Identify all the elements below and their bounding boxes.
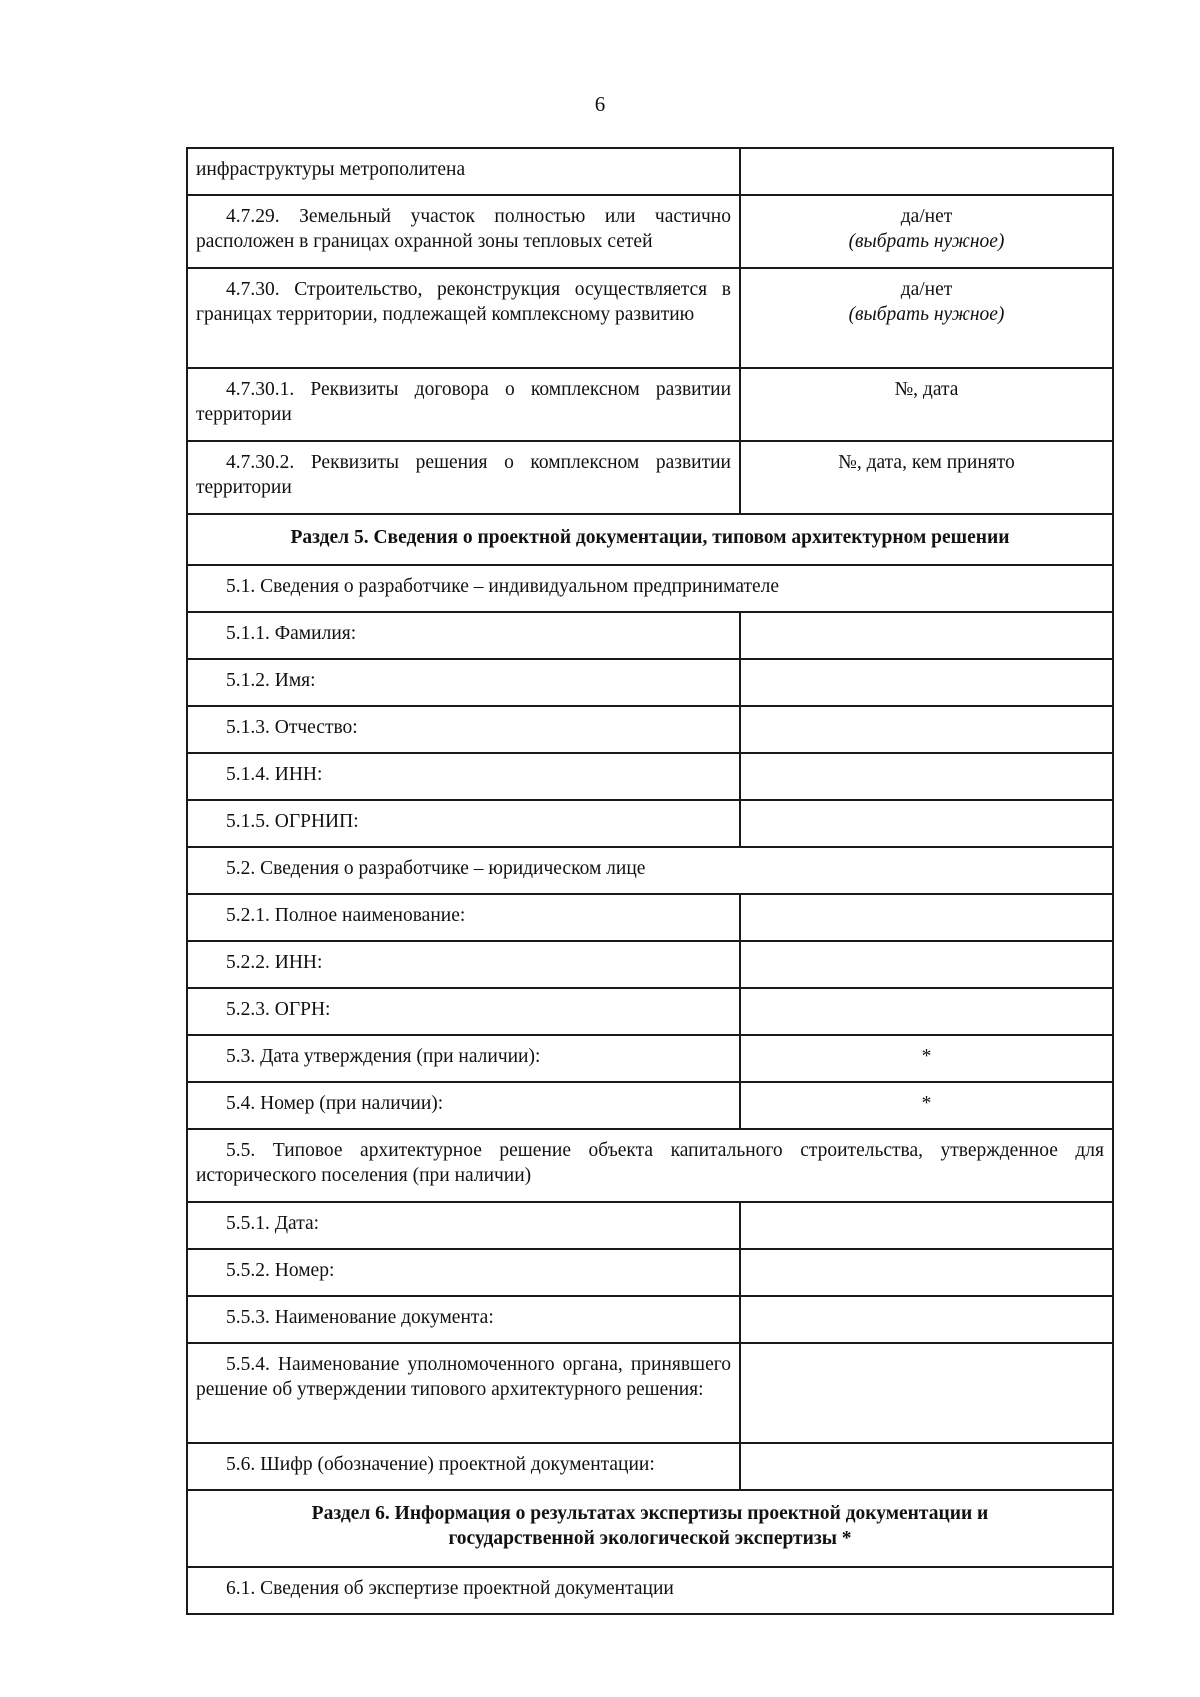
row-value-field[interactable] bbox=[740, 195, 1113, 268]
row-value-field[interactable] bbox=[740, 368, 1113, 441]
full-name-field[interactable] bbox=[740, 894, 1113, 941]
table-row bbox=[187, 800, 1113, 847]
table-row bbox=[187, 1343, 1113, 1443]
inn-field[interactable] bbox=[740, 753, 1113, 800]
subsection-row bbox=[187, 847, 1113, 894]
section-6-title-line-2: государственной экологической экспертизы * bbox=[448, 1528, 852, 1549]
table-row bbox=[187, 148, 1113, 195]
section-6-title bbox=[187, 1490, 1113, 1567]
subsection-6-1-title: 6.1. Сведения об экспертизе проектной документации bbox=[187, 1567, 1113, 1614]
surname-field[interactable] bbox=[740, 612, 1113, 659]
first-name-field[interactable] bbox=[740, 659, 1113, 706]
approval-date-field[interactable]: * bbox=[740, 1035, 1113, 1082]
date-field[interactable] bbox=[740, 1202, 1113, 1249]
section-5-title: Раздел 5. Сведения о проектной документации, типовом архитектурном решении bbox=[187, 514, 1113, 565]
number-field[interactable] bbox=[740, 1249, 1113, 1296]
row-label: 5.1.2. Имя: bbox=[187, 659, 740, 706]
table-row bbox=[187, 1296, 1113, 1343]
application-form-table bbox=[186, 147, 1114, 1615]
table-row bbox=[187, 1082, 1113, 1129]
table-row bbox=[187, 1202, 1113, 1249]
table-row bbox=[187, 1443, 1113, 1490]
table-row bbox=[187, 659, 1113, 706]
value-text: да/нет bbox=[900, 279, 953, 300]
table-row bbox=[187, 894, 1113, 941]
row-label: 5.1.3. Отчество: bbox=[187, 706, 740, 753]
row-label: 4.7.29. Земельный участок полностью или частично расположен в границах охранной зоны тепловых сетей bbox=[187, 195, 740, 268]
section-header-row bbox=[187, 514, 1113, 565]
row-label: 5.5.1. Дата: bbox=[187, 1202, 740, 1249]
row-label: 5.1.4. ИНН: bbox=[187, 753, 740, 800]
table-row bbox=[187, 368, 1113, 441]
table-row bbox=[187, 706, 1113, 753]
row-label: 4.7.30.2. Реквизиты решения о комплексном развитии территории bbox=[187, 441, 740, 514]
row-label: 5.2.3. ОГРН: bbox=[187, 988, 740, 1035]
document-name-field[interactable] bbox=[740, 1296, 1113, 1343]
row-label: 5.2.2. ИНН: bbox=[187, 941, 740, 988]
table-row bbox=[187, 1249, 1113, 1296]
row-label: 5.1.1. Фамилия: bbox=[187, 612, 740, 659]
row-label: 5.5.4. Наименование уполномоченного органа, принявшего решение об утверждении типового архитектурного решения: bbox=[187, 1343, 740, 1443]
value-hint: (выбрать нужное) bbox=[848, 304, 1005, 325]
table-row bbox=[187, 941, 1113, 988]
subsection-row bbox=[187, 1567, 1113, 1614]
subsection-5-5-title: 5.5. Типовое архитектурное решение объекта капитального строительства, утвержденное для исторического поселения (при наличии) bbox=[187, 1129, 1113, 1202]
row-label: 5.4. Номер (при наличии): bbox=[187, 1082, 740, 1129]
subsection-row bbox=[187, 1129, 1113, 1202]
inn-field[interactable] bbox=[740, 941, 1113, 988]
subsection-row bbox=[187, 565, 1113, 612]
row-label: 5.5.3. Наименование документа: bbox=[187, 1296, 740, 1343]
value-text: №, дата, кем принято bbox=[838, 452, 1015, 473]
section-6-title-line-1: Раздел 6. Информация о результатах экспертизы проектной документации и bbox=[311, 1503, 989, 1524]
row-label: 5.6. Шифр (обозначение) проектной документации: bbox=[187, 1443, 740, 1490]
project-code-field[interactable] bbox=[740, 1443, 1113, 1490]
table-row bbox=[187, 195, 1113, 268]
value-text: да/нет bbox=[900, 206, 953, 227]
value-hint: (выбрать нужное) bbox=[848, 231, 1005, 252]
table-row bbox=[187, 441, 1113, 514]
row-label: 5.5.2. Номер: bbox=[187, 1249, 740, 1296]
row-label: 4.7.30. Строительство, реконструкция осуществляется в границах территории, подлежащей комплексному развитию bbox=[187, 268, 740, 368]
table-row bbox=[187, 988, 1113, 1035]
row-value-field[interactable] bbox=[740, 148, 1113, 195]
row-label: инфраструктуры метрополитена bbox=[187, 148, 740, 195]
row-value-field[interactable] bbox=[740, 268, 1113, 368]
row-label: 5.3. Дата утверждения (при наличии): bbox=[187, 1035, 740, 1082]
subsection-5-2-title: 5.2. Сведения о разработчике – юридическом лице bbox=[187, 847, 1113, 894]
value-text: №, дата bbox=[894, 379, 959, 400]
table-row bbox=[187, 1035, 1113, 1082]
page-number: 6 bbox=[594, 92, 606, 116]
section-header-row bbox=[187, 1490, 1113, 1567]
authority-name-field[interactable] bbox=[740, 1343, 1113, 1443]
table-row bbox=[187, 753, 1113, 800]
row-label: 5.2.1. Полное наименование: bbox=[187, 894, 740, 941]
ogrn-field[interactable] bbox=[740, 988, 1113, 1035]
row-value-field[interactable] bbox=[740, 441, 1113, 514]
number-field[interactable]: * bbox=[740, 1082, 1113, 1129]
ogrnip-field[interactable] bbox=[740, 800, 1113, 847]
table-row bbox=[187, 268, 1113, 368]
row-label: 4.7.30.1. Реквизиты договора о комплексном развитии территории bbox=[187, 368, 740, 441]
patronymic-field[interactable] bbox=[740, 706, 1113, 753]
subsection-5-1-title: 5.1. Сведения о разработчике – индивидуальном предпринимателе bbox=[187, 565, 1113, 612]
row-label: 5.1.5. ОГРНИП: bbox=[187, 800, 740, 847]
table-row bbox=[187, 612, 1113, 659]
